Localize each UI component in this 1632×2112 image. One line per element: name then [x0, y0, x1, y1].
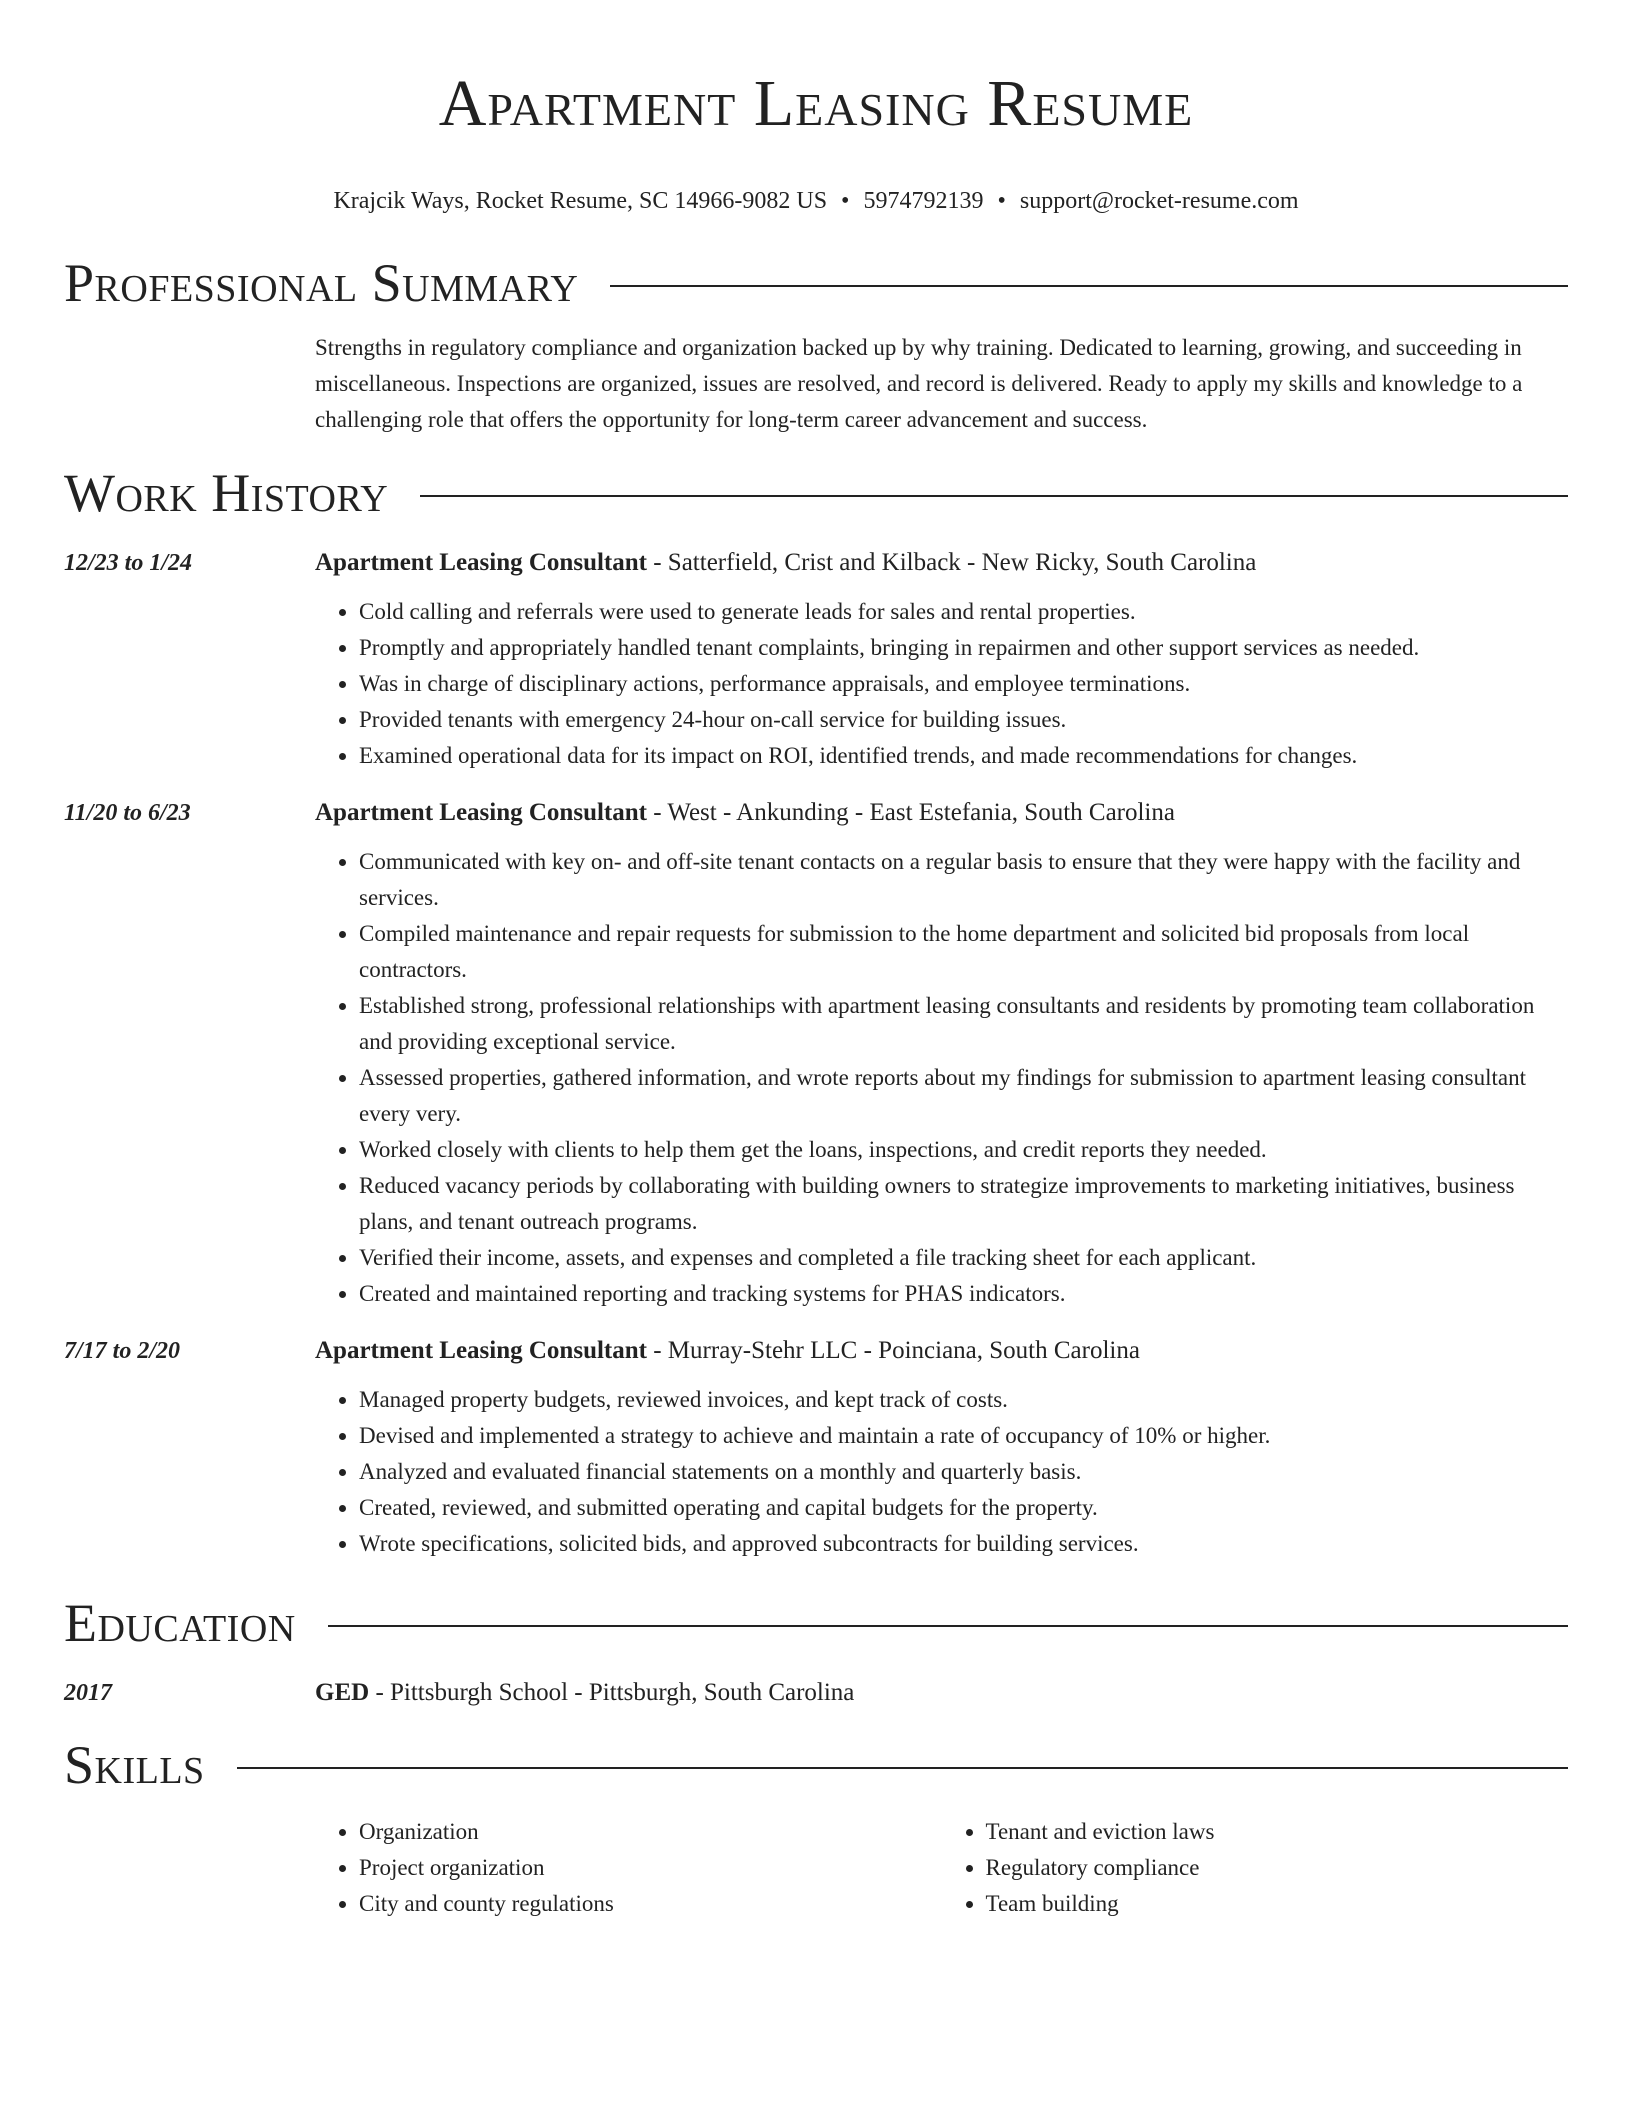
work-history-list [64, 546, 1568, 1562]
education-date: 2017 [64, 1680, 112, 1706]
skill-item: • Tenant and eviction laws [986, 1814, 1569, 1850]
job-entry [64, 1334, 1568, 1562]
job-bullets [315, 844, 1568, 1312]
job-body [315, 796, 1568, 1312]
skill-item: • Organization [359, 1814, 942, 1850]
skills-column-right [942, 1814, 1569, 1922]
work-heading: Work History [64, 463, 389, 523]
job-employer: - Satterfield, Crist and Kilback - New Ricky, South Carolina [646, 549, 1257, 576]
job-heading [315, 796, 1568, 830]
contact-line [64, 186, 1568, 216]
job-title: Apartment Leasing Consultant [315, 549, 647, 576]
job-bullet: • Managed property budgets, reviewed invoices, and kept track of costs. [359, 1382, 1568, 1418]
job-bullet: • Analyzed and evaluated financial statements on a monthly and quarterly basis. [359, 1454, 1568, 1490]
job-bullet: • Cold calling and referrals were used to generate leads for sales and rental properties. [359, 594, 1568, 630]
contact-phone: 5974792139 [863, 188, 984, 214]
work-section-header [64, 460, 1568, 526]
contact-email: support@rocket-resume.com [1019, 188, 1299, 214]
job-bullet: • Created and maintained reporting and tracking systems for PHAS indicators. [359, 1276, 1568, 1312]
skills-section-header [64, 1732, 1568, 1798]
skills-list [315, 1814, 1568, 1922]
section-divider [328, 1625, 1568, 1627]
skills-heading: Skills [64, 1735, 205, 1795]
summary-section-header [64, 250, 1568, 316]
education-section-header [64, 1590, 1568, 1656]
job-employer: - West - Ankunding - East Estefania, South Carolina [646, 799, 1175, 826]
job-bullet: • Established strong, professional relationships with apartment leasing consultants and residents by promoting team collaboration and providing exceptional service. [359, 988, 1568, 1060]
job-date: 7/17 to 2/20 [64, 1338, 181, 1364]
job-title: Apartment Leasing Consultant [315, 1337, 647, 1364]
skills-column-left [315, 1814, 942, 1922]
job-bullet: • Devised and implemented a strategy to achieve and maintain a rate of occupancy of 10% or higher. [359, 1418, 1568, 1454]
job-bullet: • Promptly and appropriately handled tenant complaints, bringing in repairmen and other support services as needed. [359, 630, 1568, 666]
section-divider [610, 285, 1568, 287]
job-bullet: • Was in charge of disciplinary actions, performance appraisals, and employee terminations. [359, 666, 1568, 702]
education-entry [64, 1676, 1568, 1710]
job-bullet: • Compiled maintenance and repair requests for submission to the home department and solicited bid proposals from local contractors. [359, 916, 1568, 988]
contact-separator: • [841, 188, 850, 214]
skill-item: • Project organization [359, 1850, 942, 1886]
job-bullets [315, 1382, 1568, 1562]
job-date: 11/20 to 6/23 [64, 800, 191, 826]
contact-separator: • [997, 188, 1006, 214]
job-body [315, 546, 1568, 774]
resume-title: Apartment Leasing Resume [438, 67, 1194, 140]
job-heading [315, 546, 1568, 580]
education-school: - Pittsburgh School - Pittsburgh, South Carolina [369, 1679, 855, 1706]
job-bullet: • Reduced vacancy periods by collaborating with building owners to strategize improvements to marketing initiatives, business plans, and tenant outreach programs. [359, 1168, 1568, 1240]
job-date: 12/23 to 1/24 [64, 550, 193, 576]
job-entry [64, 546, 1568, 774]
job-title: Apartment Leasing Consultant [315, 799, 647, 826]
skill-item: • Team building [986, 1886, 1569, 1922]
education-degree: GED [315, 1679, 370, 1706]
summary-text: Strengths in regulatory compliance and organization backed up by why training. Dedicated to learning, growing, and succeeding in miscellaneous. Inspections are organized, issues are resolved, and record is delivered. Ready to apply my skills and knowledge to a challenging role that offers the opportunity for long-term career advancement and success. [315, 335, 1523, 432]
job-bullet: • Examined operational data for its impact on ROI, identified trends, and made recommendations for changes. [359, 738, 1568, 774]
job-bullet: • Created, reviewed, and submitted operating and capital budgets for the property. [359, 1490, 1568, 1526]
education-heading: Education [64, 1593, 296, 1653]
summary-heading: Professional Summary [64, 253, 579, 313]
job-entry [64, 796, 1568, 1312]
job-bullet: • Communicated with key on- and off-site tenant contacts on a regular basis to ensure that they were happy with the facility and services. [359, 844, 1568, 916]
job-bullet: • Verified their income, assets, and expenses and completed a file tracking sheet for each applicant. [359, 1240, 1568, 1276]
job-heading [315, 1334, 1568, 1368]
section-divider [420, 495, 1568, 497]
job-body [315, 1334, 1568, 1562]
contact-address: Krajcik Ways, Rocket Resume, SC 14966-9082 US [333, 188, 828, 214]
skill-item: • City and county regulations [359, 1886, 942, 1922]
job-bullets [315, 594, 1568, 774]
section-divider [237, 1767, 1568, 1769]
job-bullet: • Provided tenants with emergency 24-hour on-call service for building issues. [359, 702, 1568, 738]
skill-item: • Regulatory compliance [986, 1850, 1569, 1886]
job-bullet: • Wrote specifications, solicited bids, and approved subcontracts for building services. [359, 1526, 1568, 1562]
education-details [315, 1676, 854, 1710]
job-bullet: • Worked closely with clients to help them get the loans, inspections, and credit reports they needed. [359, 1132, 1568, 1168]
job-employer: - Murray-Stehr LLC - Poinciana, South Carolina [646, 1337, 1140, 1364]
job-bullet: • Assessed properties, gathered information, and wrote reports about my findings for submission to apartment leasing consultant every very. [359, 1060, 1568, 1132]
